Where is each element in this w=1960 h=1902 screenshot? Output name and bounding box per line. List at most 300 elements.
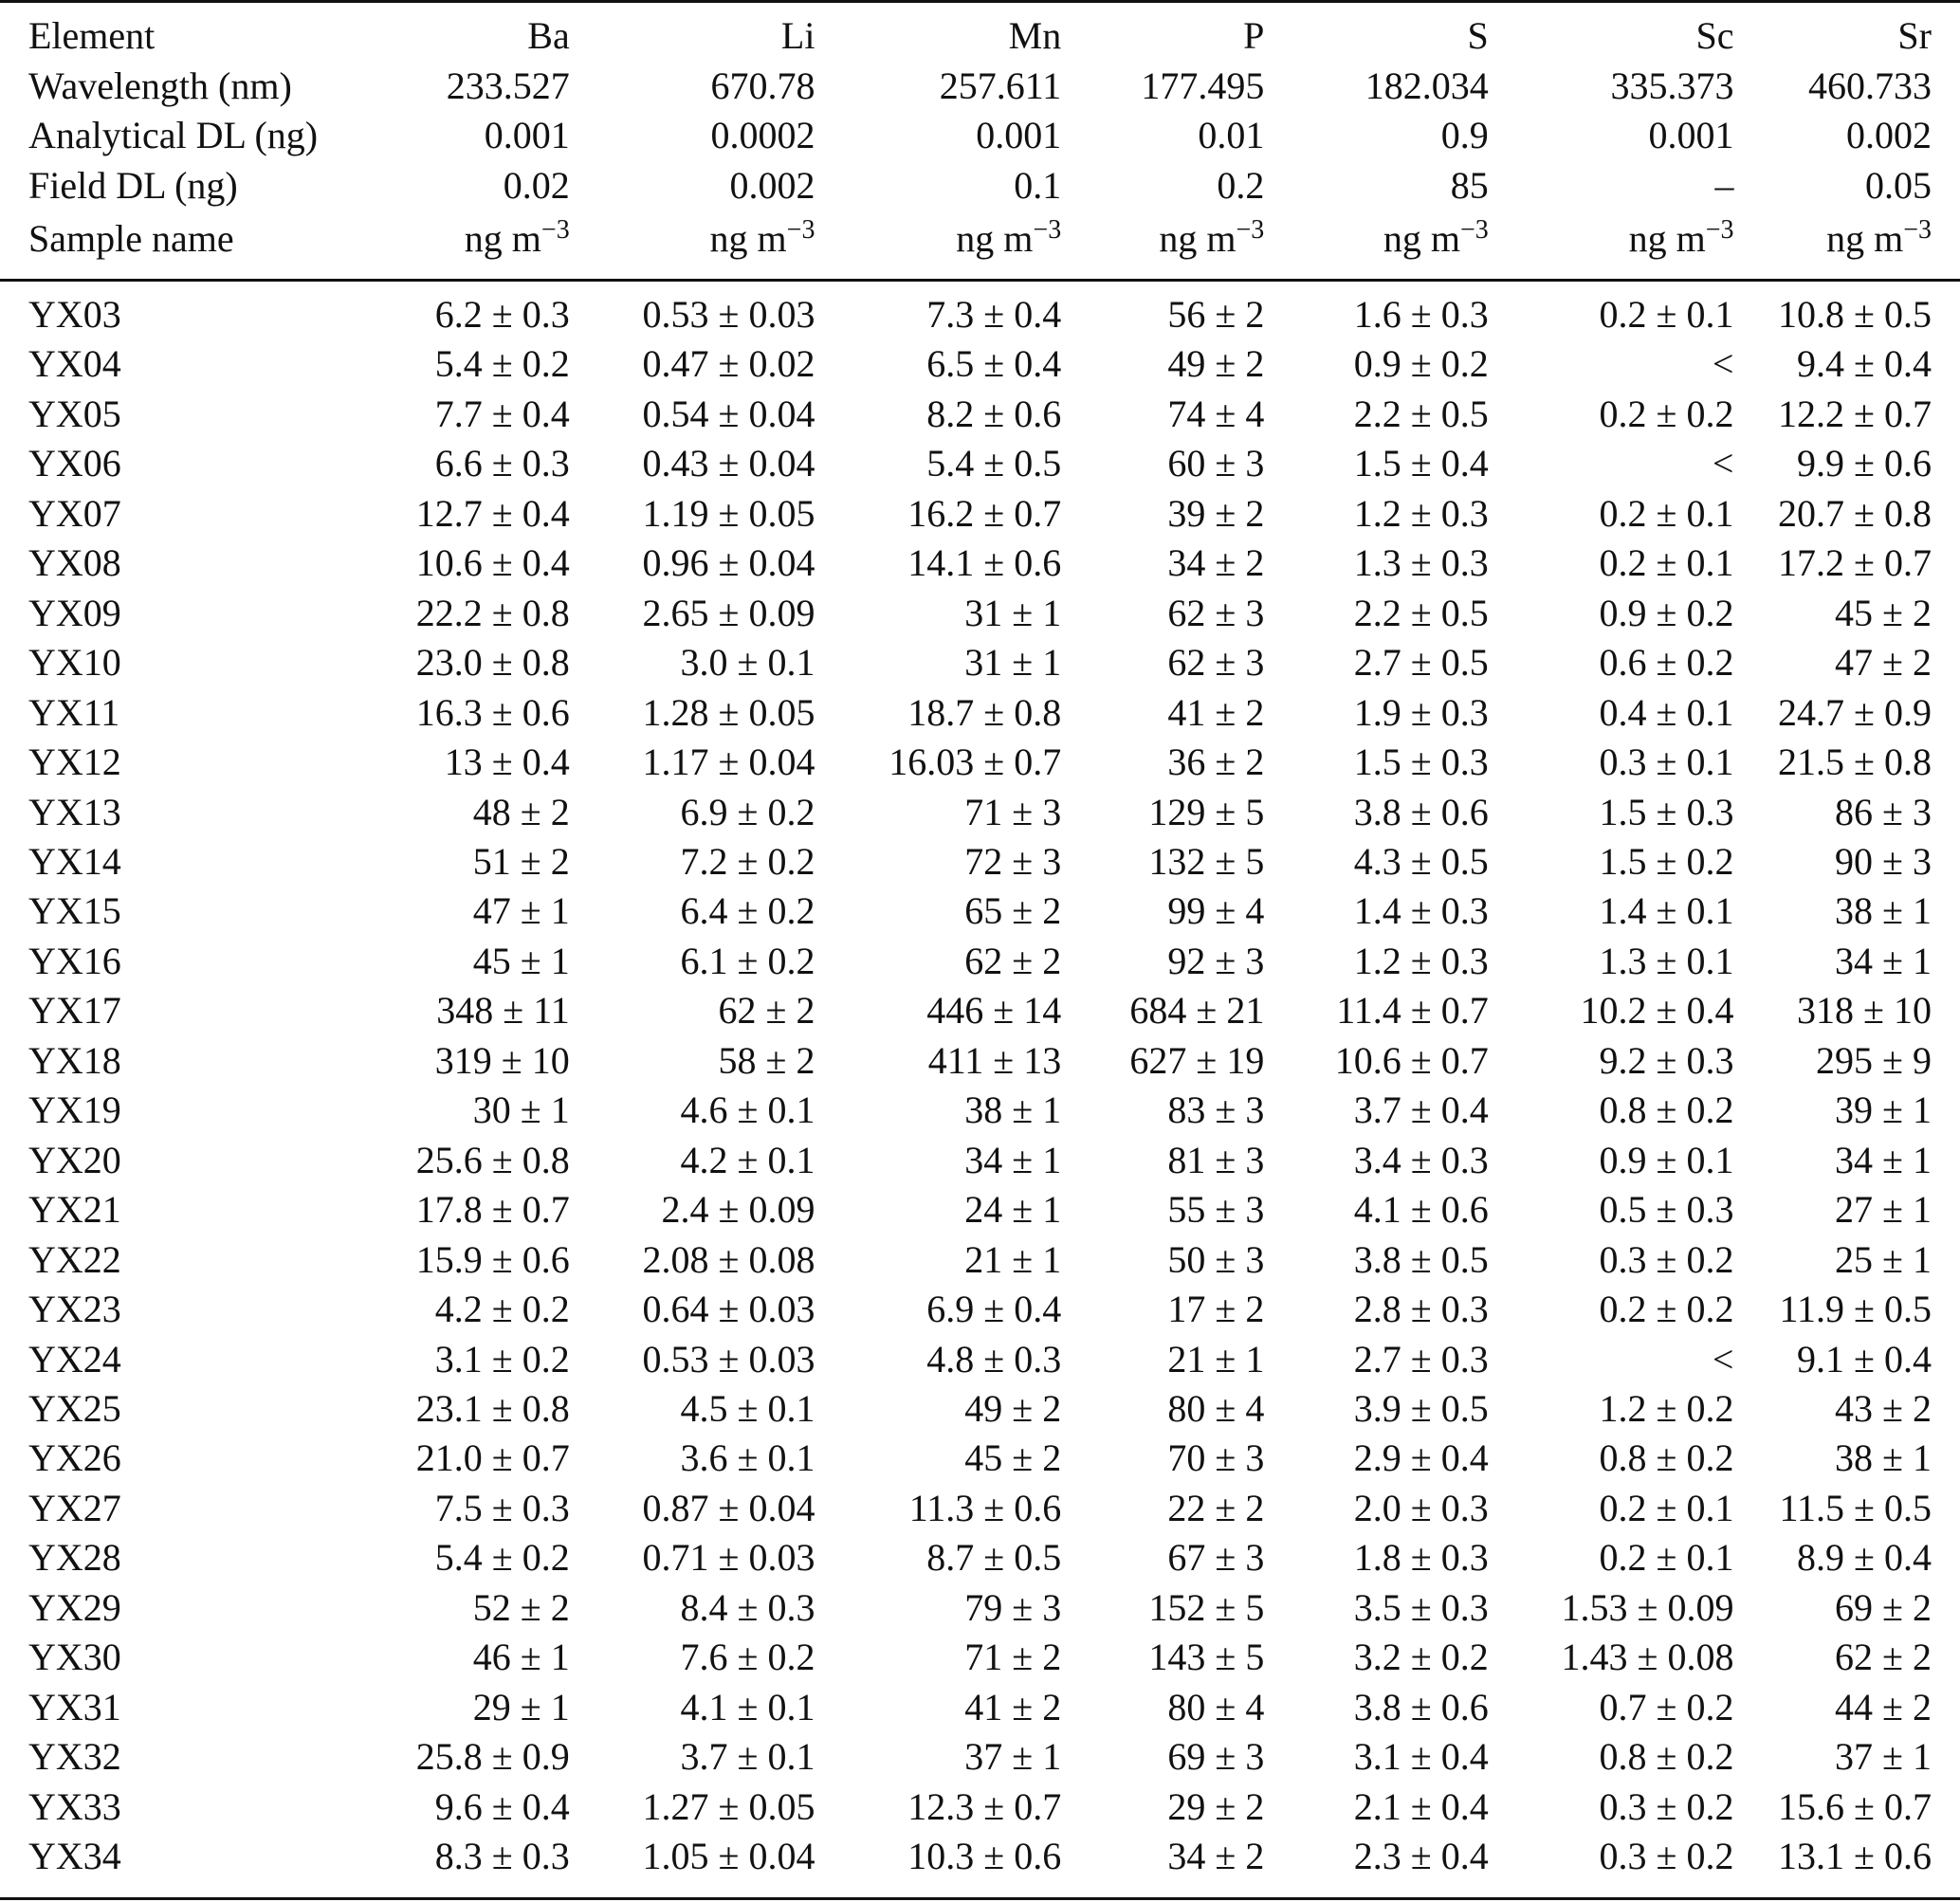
- concentration-cell: 22.2 ± 0.8: [415, 591, 570, 634]
- header-cell: –: [1714, 163, 1734, 207]
- concentration-cell: 12.2 ± 0.7: [1778, 392, 1932, 435]
- table-row: [0, 1285, 1960, 1334]
- concentration-cell: 1.27 ± 0.05: [642, 1784, 815, 1828]
- table-row: [0, 788, 1960, 837]
- concentration-cell: 0.71 ± 0.03: [642, 1536, 815, 1580]
- header-row-label: Analytical DL (ng): [28, 114, 319, 156]
- concentration-cell: 36 ± 2: [1167, 741, 1265, 784]
- concentration-cell: 4.2 ± 0.2: [434, 1288, 570, 1331]
- concentration-cell: 39 ± 1: [1835, 1088, 1932, 1132]
- concentration-cell: 1.17 ± 0.04: [642, 741, 815, 784]
- unit-exponent: −3: [1033, 215, 1062, 245]
- concentration-cell: 0.2 ± 0.1: [1599, 1536, 1734, 1580]
- units-row: [0, 210, 1960, 267]
- table-row: [0, 1832, 1960, 1881]
- table-row: [0, 986, 1960, 1035]
- header-row: [0, 11, 1960, 62]
- concentration-cell: 2.9 ± 0.4: [1353, 1436, 1489, 1480]
- header-row-label: Field DL (ng): [28, 163, 238, 207]
- concentration-cell: 6.1 ± 0.2: [680, 939, 815, 982]
- concentration-cell: 9.4 ± 0.4: [1797, 342, 1932, 386]
- concentration-cell: 0.8 ± 0.2: [1599, 1735, 1734, 1779]
- table-row: [0, 1783, 1960, 1832]
- table-row: [0, 589, 1960, 638]
- table-row: [0, 1633, 1960, 1682]
- concentration-cell: 129 ± 5: [1148, 790, 1265, 833]
- header-cell: 0.002: [1846, 114, 1932, 156]
- concentration-cell: 21.0 ± 0.7: [415, 1436, 570, 1480]
- concentration-cell: 79 ± 3: [964, 1585, 1062, 1629]
- concentration-cell: 21 ± 1: [964, 1237, 1062, 1281]
- concentration-cell: 1.5 ± 0.2: [1599, 839, 1734, 883]
- concentration-cell: 8.9 ± 0.4: [1797, 1536, 1932, 1580]
- concentration-cell: 8.4 ± 0.3: [680, 1585, 815, 1629]
- header-cell: 0.05: [1865, 163, 1932, 207]
- concentration-cell: 1.3 ± 0.1: [1599, 939, 1734, 982]
- unit-cell: [815, 210, 1061, 267]
- concentration-cell: 60 ± 3: [1167, 442, 1265, 485]
- concentration-cell: 4.8 ± 0.3: [926, 1337, 1062, 1381]
- concentration-cell: 0.9 ± 0.2: [1599, 591, 1734, 634]
- sample-name-cell: YX23: [28, 1288, 121, 1331]
- concentration-cell: 31 ± 1: [964, 641, 1062, 685]
- sample-name-cell: YX16: [28, 939, 121, 982]
- sample-name-cell: YX15: [28, 889, 121, 933]
- concentration-cell: 5.4 ± 0.2: [434, 1536, 570, 1580]
- unit-exponent: −3: [1705, 215, 1734, 245]
- table-row: [0, 290, 1960, 339]
- concentration-cell: 15.9 ± 0.6: [415, 1237, 570, 1281]
- concentration-cell: 0.64 ± 0.03: [642, 1288, 815, 1331]
- concentration-cell: 23.0 ± 0.8: [415, 641, 570, 685]
- concentration-cell: 0.9 ± 0.2: [1353, 342, 1489, 386]
- concentration-cell: 38 ± 1: [1835, 889, 1932, 933]
- concentration-cell: 132 ± 5: [1148, 839, 1265, 883]
- header-cell: 182.034: [1365, 64, 1489, 107]
- concentration-cell: 70 ± 3: [1167, 1436, 1265, 1480]
- table-row: [0, 1683, 1960, 1732]
- concentration-cell: 17 ± 2: [1167, 1288, 1265, 1331]
- concentration-cell: 1.5 ± 0.4: [1353, 442, 1489, 485]
- table-row: [0, 1086, 1960, 1135]
- concentration-cell: 50 ± 3: [1167, 1237, 1265, 1281]
- unit-base: ng m: [464, 217, 541, 260]
- header-cell: 670.78: [710, 64, 815, 107]
- table-row: [0, 1484, 1960, 1533]
- concentration-cell: 49 ± 2: [964, 1386, 1062, 1430]
- concentration-cell: 16.3 ± 0.6: [415, 690, 570, 734]
- concentration-cell: 2.1 ± 0.4: [1353, 1784, 1489, 1828]
- concentration-cell: 74 ± 4: [1167, 392, 1265, 435]
- concentration-cell: 1.6 ± 0.3: [1353, 293, 1489, 336]
- sample-name-cell: YX06: [28, 442, 121, 485]
- concentration-cell: 11.3 ± 0.6: [908, 1486, 1062, 1529]
- unit-cell: [1489, 210, 1734, 267]
- concentration-cell: 13.1 ± 0.6: [1778, 1835, 1932, 1878]
- concentration-cell: 0.2 ± 0.1: [1599, 1486, 1734, 1529]
- concentration-cell: 4.6 ± 0.1: [680, 1088, 815, 1132]
- concentration-cell: 18.7 ± 0.8: [907, 690, 1062, 734]
- concentration-cell: 86 ± 3: [1835, 790, 1932, 833]
- header-cell: 0.1: [1014, 163, 1062, 207]
- sample-name-cell: YX33: [28, 1784, 121, 1828]
- unit-base: ng m: [1159, 217, 1236, 260]
- sample-name-cell: YX20: [28, 1138, 121, 1181]
- concentration-cell: 62 ± 3: [1167, 591, 1265, 634]
- concentration-cell: 0.8 ± 0.2: [1599, 1088, 1734, 1132]
- table-row: [0, 489, 1960, 539]
- header-cell: 0.01: [1198, 114, 1265, 156]
- concentration-cell: 41 ± 2: [964, 1685, 1062, 1728]
- table-row: [0, 1583, 1960, 1633]
- concentration-cell: 6.5 ± 0.4: [926, 342, 1062, 386]
- concentration-cell: 9.6 ± 0.4: [434, 1784, 570, 1828]
- concentration-cell: 81 ± 3: [1167, 1138, 1265, 1181]
- concentration-cell: 0.6 ± 0.2: [1599, 641, 1734, 685]
- unit-exponent: −3: [1459, 215, 1489, 245]
- table-row: [0, 1335, 1960, 1384]
- concentration-cell: 10.8 ± 0.5: [1778, 293, 1932, 336]
- concentration-cell: 37 ± 1: [1835, 1735, 1932, 1779]
- concentration-cell: 25.6 ± 0.8: [415, 1138, 570, 1181]
- table-row: [0, 1732, 1960, 1782]
- header-cell: 0.001: [484, 114, 570, 156]
- concentration-cell: 34 ± 1: [964, 1138, 1062, 1181]
- concentration-cell: 52 ± 2: [472, 1585, 570, 1629]
- concentration-cell: 69 ± 2: [1835, 1585, 1932, 1629]
- sample-name-cell: YX13: [28, 790, 121, 833]
- header-cell: 0.0002: [710, 114, 815, 156]
- concentration-cell: 58 ± 2: [718, 1038, 815, 1082]
- concentration-cell: 4.1 ± 0.1: [680, 1685, 815, 1728]
- concentration-cell: 16.2 ± 0.7: [907, 491, 1062, 535]
- concentration-cell: 34 ± 2: [1167, 1835, 1265, 1878]
- concentration-cell: 80 ± 4: [1167, 1685, 1265, 1728]
- sample-name-cell: YX22: [28, 1237, 121, 1281]
- unit-cell: [1264, 210, 1488, 267]
- concentration-cell: 12.7 ± 0.4: [415, 491, 570, 535]
- header-cell: P: [1243, 14, 1265, 57]
- concentration-cell: 5.4 ± 0.2: [434, 342, 570, 386]
- concentration-cell: 7.3 ± 0.4: [926, 293, 1062, 336]
- sample-name-cell: YX17: [28, 989, 121, 1033]
- concentration-cell: 0.2 ± 0.1: [1599, 491, 1734, 535]
- concentration-cell: 92 ± 3: [1167, 939, 1265, 982]
- header-row: [0, 62, 1960, 112]
- concentration-cell: 39 ± 2: [1167, 491, 1265, 535]
- concentration-cell: 9.1 ± 0.4: [1797, 1337, 1932, 1381]
- header-cell: 335.373: [1610, 64, 1734, 107]
- concentration-cell: 80 ± 4: [1167, 1386, 1265, 1430]
- concentration-cell: 10.3 ± 0.6: [907, 1835, 1062, 1878]
- concentration-cell: 0.3 ± 0.2: [1599, 1835, 1734, 1878]
- unit-cell: [570, 210, 815, 267]
- concentration-cell: 0.5 ± 0.3: [1599, 1188, 1734, 1232]
- concentration-cell: 684 ± 21: [1129, 989, 1265, 1033]
- concentration-cell: 34 ± 2: [1167, 541, 1265, 585]
- table-row: [0, 1434, 1960, 1483]
- concentration-cell: 2.2 ± 0.5: [1353, 392, 1489, 435]
- concentration-cell: <: [1712, 442, 1734, 485]
- concentration-cell: 38 ± 1: [964, 1088, 1062, 1132]
- concentration-cell: 1.5 ± 0.3: [1353, 741, 1489, 784]
- concentration-cell: 1.9 ± 0.3: [1353, 690, 1489, 734]
- unit-base: ng m: [956, 217, 1034, 260]
- unit-base: ng m: [1383, 217, 1460, 260]
- sample-name-cell: YX12: [28, 741, 121, 784]
- sample-name-header: Sample name: [28, 217, 234, 260]
- concentration-cell: 4.5 ± 0.1: [680, 1386, 815, 1430]
- concentration-cell: 1.19 ± 0.05: [642, 491, 815, 535]
- concentration-cell: 3.7 ± 0.1: [680, 1735, 815, 1779]
- unit-base: ng m: [1826, 217, 1904, 260]
- concentration-cell: 1.28 ± 0.05: [642, 690, 815, 734]
- concentration-cell: 0.4 ± 0.1: [1599, 690, 1734, 734]
- concentration-cell: 2.0 ± 0.3: [1353, 1486, 1489, 1529]
- concentration-cell: 24 ± 1: [964, 1188, 1062, 1232]
- table-body: [0, 290, 1960, 1882]
- concentration-cell: 1.8 ± 0.3: [1353, 1536, 1489, 1580]
- concentration-cell: 0.47 ± 0.02: [642, 342, 815, 386]
- concentration-cell: 11.5 ± 0.5: [1779, 1486, 1932, 1529]
- concentration-cell: 627 ± 19: [1129, 1038, 1265, 1082]
- header-cell: 460.733: [1808, 64, 1932, 107]
- concentration-cell: 411 ± 13: [927, 1038, 1062, 1082]
- concentration-cell: 71 ± 2: [964, 1636, 1062, 1679]
- concentration-cell: 2.3 ± 0.4: [1353, 1835, 1489, 1878]
- concentration-cell: 1.4 ± 0.1: [1599, 889, 1734, 933]
- sample-name-cell: YX09: [28, 591, 121, 634]
- concentration-cell: 45 ± 1: [472, 939, 570, 982]
- header-cell: 257.611: [939, 64, 1062, 107]
- concentration-cell: 62 ± 2: [718, 989, 815, 1033]
- concentration-cell: 62 ± 3: [1167, 641, 1265, 685]
- concentration-cell: 67 ± 3: [1167, 1536, 1265, 1580]
- sample-name-cell: YX19: [28, 1088, 121, 1132]
- unit-cell: [288, 210, 569, 267]
- concentration-cell: 48 ± 2: [472, 790, 570, 833]
- concentration-cell: 16.03 ± 0.7: [888, 741, 1062, 784]
- sample-name-cell: YX08: [28, 541, 121, 585]
- unit-base: ng m: [709, 217, 787, 260]
- concentration-cell: 7.5 ± 0.3: [434, 1486, 570, 1529]
- concentration-cell: 49 ± 2: [1167, 342, 1265, 386]
- concentration-cell: 21 ± 1: [1167, 1337, 1265, 1381]
- table-row: [0, 439, 1960, 488]
- concentration-cell: 22 ± 2: [1167, 1486, 1265, 1529]
- concentration-cell: 446 ± 14: [926, 989, 1062, 1033]
- concentration-cell: 7.2 ± 0.2: [680, 839, 815, 883]
- sample-name-cell: YX24: [28, 1337, 121, 1381]
- concentration-cell: 0.96 ± 0.04: [642, 541, 815, 585]
- unit-exponent: −3: [540, 215, 570, 245]
- sample-name-cell: YX21: [28, 1188, 121, 1232]
- header-cell: 0.001: [1648, 114, 1734, 156]
- concentration-cell: 3.6 ± 0.1: [680, 1436, 815, 1480]
- concentration-cell: 8.2 ± 0.6: [926, 392, 1062, 435]
- concentration-cell: 47 ± 2: [1835, 641, 1932, 685]
- concentration-cell: 6.9 ± 0.4: [926, 1288, 1062, 1331]
- concentration-cell: 0.2 ± 0.1: [1599, 541, 1734, 585]
- table-row: [0, 539, 1960, 588]
- concentration-cell: 41 ± 2: [1167, 690, 1265, 734]
- table-row: [0, 1384, 1960, 1434]
- concentration-cell: 56 ± 2: [1167, 293, 1265, 336]
- concentration-cell: 17.8 ± 0.7: [415, 1188, 570, 1232]
- concentration-cell: 29 ± 1: [472, 1685, 570, 1728]
- sample-name-cell: YX04: [28, 342, 121, 386]
- concentration-cell: 0.54 ± 0.04: [642, 392, 815, 435]
- table-row: [0, 1235, 1960, 1285]
- concentration-cell: 6.6 ± 0.3: [434, 442, 570, 485]
- concentration-cell: 1.3 ± 0.3: [1353, 541, 1489, 585]
- concentration-cell: 17.2 ± 0.7: [1778, 541, 1932, 585]
- concentration-cell: 3.1 ± 0.2: [434, 1337, 570, 1381]
- concentration-cell: <: [1712, 342, 1734, 386]
- concentration-cell: 295 ± 9: [1816, 1038, 1932, 1082]
- header-cell: Sr: [1897, 14, 1932, 57]
- concentration-cell: 4.3 ± 0.5: [1353, 839, 1489, 883]
- header-row: [0, 111, 1960, 161]
- concentration-cell: 23.1 ± 0.8: [415, 1386, 570, 1430]
- unit-exponent: −3: [786, 215, 815, 245]
- sample-name-cell: YX05: [28, 392, 121, 435]
- concentration-cell: 0.9 ± 0.1: [1599, 1138, 1734, 1181]
- table-row: [0, 390, 1960, 439]
- sample-name-cell: YX30: [28, 1636, 121, 1679]
- concentration-cell: 0.3 ± 0.1: [1599, 741, 1734, 784]
- concentration-cell: 7.6 ± 0.2: [680, 1636, 815, 1679]
- header-cell: 0.001: [976, 114, 1062, 156]
- concentration-cell: 2.08 ± 0.08: [642, 1237, 815, 1281]
- concentration-cell: 9.9 ± 0.6: [1797, 442, 1932, 485]
- unit-exponent: −3: [1236, 215, 1265, 245]
- concentration-cell: 2.7 ± 0.5: [1353, 641, 1489, 685]
- concentration-cell: 0.2 ± 0.2: [1599, 1288, 1734, 1331]
- concentration-cell: 25.8 ± 0.9: [415, 1735, 570, 1779]
- concentration-cell: 30 ± 1: [472, 1088, 570, 1132]
- concentration-cell: 10.6 ± 0.7: [1334, 1038, 1489, 1082]
- header-cell: Ba: [527, 14, 570, 57]
- unit-cell: [1061, 210, 1264, 267]
- sample-name-cell: YX18: [28, 1038, 121, 1082]
- concentration-cell: 13 ± 0.4: [444, 741, 570, 784]
- concentration-cell: 2.7 ± 0.3: [1353, 1337, 1489, 1381]
- table-row: [0, 738, 1960, 787]
- concentration-cell: 0.3 ± 0.2: [1599, 1784, 1734, 1828]
- table-row: [0, 339, 1960, 389]
- concentration-cell: 11.4 ± 0.7: [1336, 989, 1489, 1033]
- concentration-cell: 45 ± 2: [964, 1436, 1062, 1480]
- table-row: [0, 1533, 1960, 1582]
- concentration-cell: 4.1 ± 0.6: [1353, 1188, 1489, 1232]
- concentration-cell: 72 ± 3: [964, 839, 1062, 883]
- table-row: [0, 837, 1960, 887]
- concentration-cell: 43 ± 2: [1835, 1386, 1932, 1430]
- header-cell: 0.2: [1217, 163, 1265, 207]
- header-cell: S: [1467, 14, 1489, 57]
- concentration-cell: 55 ± 3: [1167, 1188, 1265, 1232]
- concentration-cell: 51 ± 2: [472, 839, 570, 883]
- sample-name-cell: YX10: [28, 641, 121, 685]
- concentration-cell: 1.2 ± 0.2: [1599, 1386, 1734, 1430]
- concentration-cell: 2.2 ± 0.5: [1353, 591, 1489, 634]
- concentration-cell: 3.9 ± 0.5: [1353, 1386, 1489, 1430]
- concentration-cell: 3.8 ± 0.6: [1353, 1685, 1489, 1728]
- header-row-label: Element: [28, 14, 156, 57]
- concentration-cell: 69 ± 3: [1167, 1735, 1265, 1779]
- sample-name-cell: YX07: [28, 491, 121, 535]
- table-row: [0, 688, 1960, 738]
- concentration-cell: 1.43 ± 0.08: [1561, 1636, 1734, 1679]
- concentration-cell: 1.53 ± 0.09: [1561, 1585, 1734, 1629]
- concentration-cell: 44 ± 2: [1835, 1685, 1932, 1728]
- concentration-cell: 24.7 ± 0.9: [1778, 690, 1932, 734]
- unit-base: ng m: [1628, 217, 1706, 260]
- concentration-cell: 6.2 ± 0.3: [434, 293, 570, 336]
- concentration-cell: 318 ± 10: [1797, 989, 1932, 1033]
- concentration-cell: 62 ± 2: [1835, 1636, 1932, 1679]
- concentration-cell: 62 ± 2: [964, 939, 1062, 982]
- header-cell: 85: [1450, 163, 1489, 207]
- concentration-cell: 2.8 ± 0.3: [1353, 1288, 1489, 1331]
- concentration-cell: 47 ± 1: [472, 889, 570, 933]
- concentration-cell: 0.3 ± 0.2: [1599, 1237, 1734, 1281]
- table-row: [0, 1036, 1960, 1086]
- concentration-cell: 9.2 ± 0.3: [1599, 1038, 1734, 1082]
- concentration-cell: 1.2 ± 0.3: [1353, 491, 1489, 535]
- concentration-cell: 71 ± 3: [964, 790, 1062, 833]
- sample-name-cell: YX34: [28, 1835, 121, 1878]
- concentration-cell: 0.43 ± 0.04: [642, 442, 815, 485]
- header-row: [0, 161, 1960, 211]
- concentration-cell: 6.4 ± 0.2: [680, 889, 815, 933]
- sample-name-cell: YX31: [28, 1685, 121, 1728]
- concentration-cell: 45 ± 2: [1835, 591, 1932, 634]
- concentration-cell: 0.53 ± 0.03: [642, 293, 815, 336]
- sample-name-cell: YX03: [28, 293, 121, 336]
- concentration-cell: 31 ± 1: [964, 591, 1062, 634]
- top-rule: [0, 0, 1960, 3]
- concentration-cell: 0.2 ± 0.2: [1599, 392, 1734, 435]
- table-row: [0, 887, 1960, 936]
- table-row: [0, 1185, 1960, 1234]
- concentration-cell: 21.5 ± 0.8: [1778, 741, 1932, 784]
- concentration-cell: 2.4 ± 0.09: [661, 1188, 815, 1232]
- concentration-cell: 2.65 ± 0.09: [642, 591, 815, 634]
- concentration-cell: 83 ± 3: [1167, 1088, 1265, 1132]
- concentration-cell: 10.2 ± 0.4: [1580, 989, 1734, 1033]
- concentration-cell: 3.4 ± 0.3: [1353, 1138, 1489, 1181]
- concentration-cell: 11.9 ± 0.5: [1779, 1288, 1932, 1331]
- concentration-cell: 37 ± 1: [964, 1735, 1062, 1779]
- concentration-cell: 99 ± 4: [1167, 889, 1265, 933]
- concentration-cell: 143 ± 5: [1148, 1636, 1265, 1679]
- concentration-cell: 8.3 ± 0.3: [434, 1835, 570, 1878]
- concentration-cell: 5.4 ± 0.5: [926, 442, 1062, 485]
- header-cell: Mn: [1008, 14, 1062, 57]
- concentration-cell: 34 ± 1: [1835, 1138, 1932, 1181]
- concentration-cell: 348 ± 11: [436, 989, 570, 1033]
- concentration-cell: 7.7 ± 0.4: [434, 392, 570, 435]
- header-cell: Li: [780, 14, 815, 57]
- concentration-cell: 10.6 ± 0.4: [415, 541, 570, 585]
- concentration-cell: 38 ± 1: [1835, 1436, 1932, 1480]
- concentration-cell: 12.3 ± 0.7: [907, 1784, 1062, 1828]
- concentration-cell: 29 ± 2: [1167, 1784, 1265, 1828]
- concentration-cell: 8.7 ± 0.5: [926, 1536, 1062, 1580]
- concentration-cell: 319 ± 10: [434, 1038, 570, 1082]
